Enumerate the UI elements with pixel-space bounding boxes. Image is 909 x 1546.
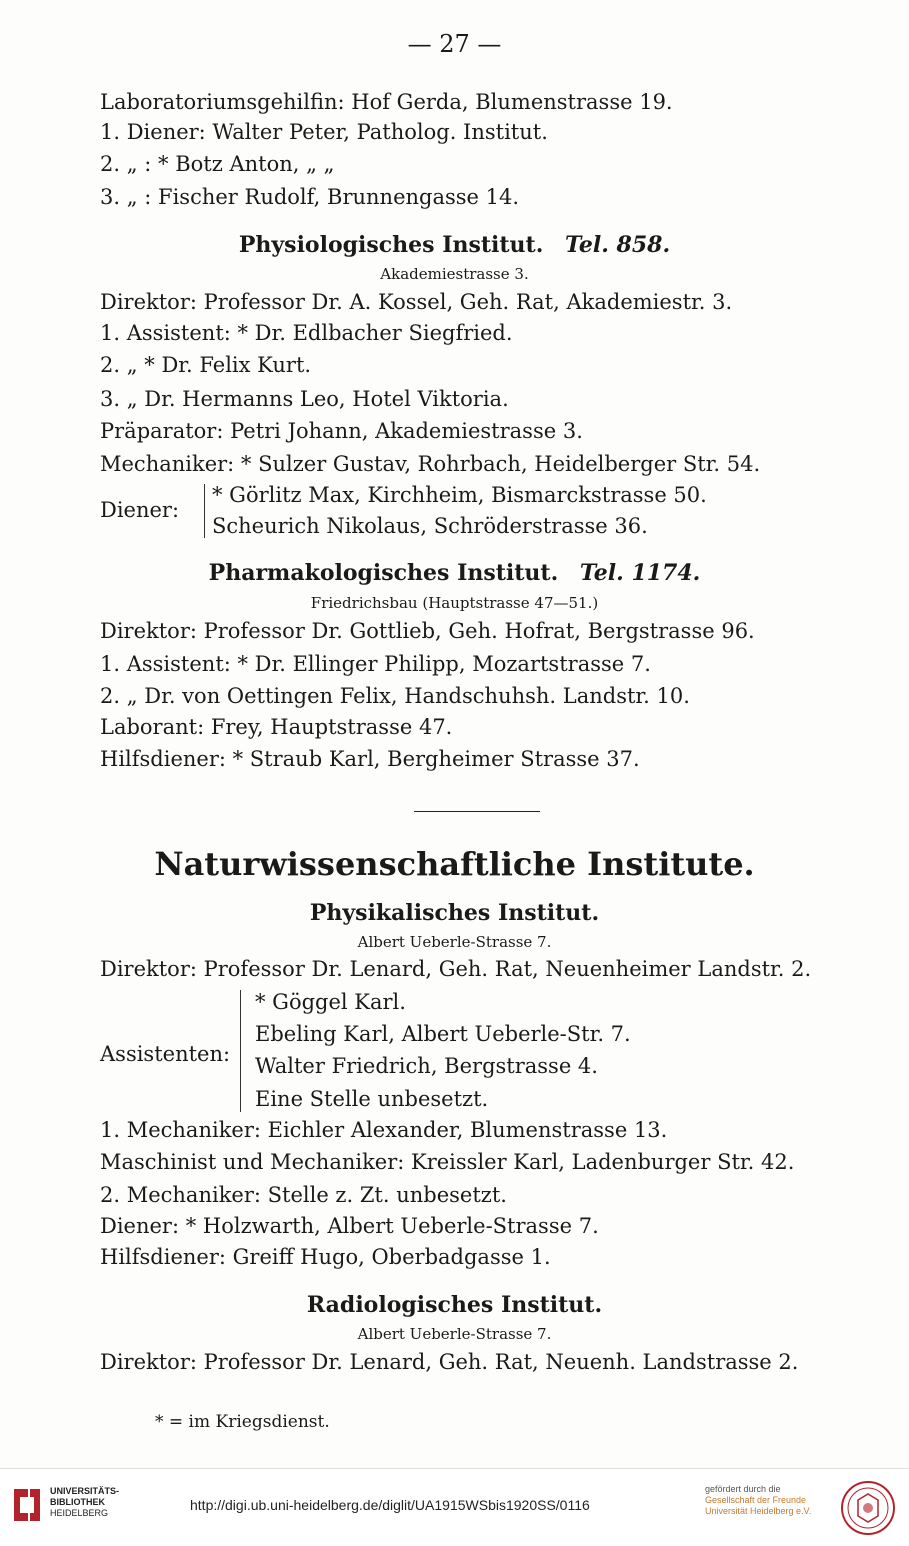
library-name <box>50 1486 119 1519</box>
text-line: 1. Diener: Walter Peter, Patholog. Institut. <box>100 120 548 144</box>
chapter-heading: Naturwissenschaftliche Institute. <box>154 845 755 883</box>
library-logo-icon <box>12 1485 42 1525</box>
sponsor-line: gefördert durch die <box>705 1484 781 1494</box>
text-line: 2. Mechaniker: Stelle z. Zt. unbesetzt. <box>100 1183 507 1207</box>
text-line: Scheurich Nikolaus, Schröderstrasse 36. <box>212 514 648 538</box>
text-line: Walter Friedrich, Bergstrasse 4. <box>255 1054 598 1078</box>
heading-text: Radiologisches Institut. <box>306 1292 603 1318</box>
text-line: 2. „ * Dr. Felix Kurt. <box>100 353 312 377</box>
text-line: 1. Assistent: * Dr. Edlbacher Siegfried. <box>100 321 513 345</box>
text-line: Hilfsdiener: Greiff Hugo, Oberbadgasse 1. <box>100 1245 551 1269</box>
sponsor-line: Gesellschaft der Freunde <box>705 1495 807 1505</box>
heading-text: Physiologisches Institut. <box>238 232 544 258</box>
heading-text: Physikalisches Institut. <box>309 900 600 926</box>
section-heading <box>0 232 909 258</box>
brace-label: Diener: <box>100 498 180 522</box>
text-line: Direktor: Professor Dr. Lenard, Geh. Rat, Neuenh. Landstrasse 2. <box>100 1350 799 1374</box>
section-address: Albert Ueberle-Strasse 7. <box>357 933 552 951</box>
text-line: Ebeling Karl, Albert Ueberle-Str. 7. <box>255 1022 631 1046</box>
section-heading <box>0 560 909 586</box>
text-line: Diener: * Holzwarth, Albert Ueberle-Strasse 7. <box>100 1214 599 1238</box>
text-line: Laborant: Frey, Hauptstrasse 47. <box>100 715 453 739</box>
text-line: Maschinist und Mechaniker: Kreissler Karl, Ladenburger Str. 42. <box>100 1150 795 1174</box>
sponsor-note <box>705 1484 811 1517</box>
text-line: Direktor: Professor Dr. Lenard, Geh. Rat, Neuenheimer Landstr. 2. <box>100 957 812 981</box>
permalink-url[interactable]: http://digi.ub.uni-heidelberg.de/diglit/UA1915WSbis1920SS/0116 <box>190 1497 590 1513</box>
section-address: Friedrichsbau (Hauptstrasse 47—51.) <box>310 594 599 612</box>
text-line: Präparator: Petri Johann, Akademiestrasse 3. <box>100 419 583 443</box>
section-address: Akademiestrasse 3. <box>380 265 529 283</box>
text-line: 3. „ : Fischer Rudolf, Brunnengasse 14. <box>100 185 520 209</box>
section-heading <box>0 900 909 926</box>
library-name-line: UNIVERSITÄTS- <box>50 1486 120 1496</box>
heading-tel: Tel. 858. <box>565 232 671 258</box>
section-address: Albert Ueberle-Strasse 7. <box>357 1325 552 1343</box>
brace-label: Assistenten: <box>100 1042 231 1066</box>
text-line: 3. „ Dr. Hermanns Leo, Hotel Viktoria. <box>100 387 509 411</box>
brace <box>204 484 205 538</box>
section-heading <box>0 1292 909 1318</box>
text-line: Direktor: Professor Dr. A. Kossel, Geh. Rat, Akademiestr. 3. <box>100 290 733 314</box>
brace <box>240 990 241 1112</box>
library-name-line: BIBLIOTHEK <box>50 1497 105 1507</box>
text-line: Direktor: Professor Dr. Gottlieb, Geh. Hofrat, Bergstrasse 96. <box>100 619 755 643</box>
text-line: 1. Mechaniker: Eichler Alexander, Blumenstrasse 13. <box>100 1118 668 1142</box>
text-line: * Görlitz Max, Kirchheim, Bismarckstrasse 50. <box>212 483 707 507</box>
university-seal-icon <box>840 1480 896 1536</box>
heading-tel: Tel. 1174. <box>579 560 701 586</box>
library-name-line: HEIDELBERG <box>50 1508 109 1518</box>
text-line: Hilfsdiener: * Straub Karl, Bergheimer Strasse 37. <box>100 747 640 771</box>
text-line: Laboratoriumsgehilfin: Hof Gerda, Blumenstrasse 19. <box>100 90 673 114</box>
text-line: 2. „ Dr. von Oettingen Felix, Handschuhsh. Landstr. 10. <box>100 684 690 708</box>
heading-text: Pharmakologisches Institut. <box>208 560 559 586</box>
text-line: 2. „ : * Botz Anton, „ „ <box>100 152 335 176</box>
sponsor-line: Universität Heidelberg e.V. <box>705 1506 812 1516</box>
section-divider <box>414 811 540 812</box>
footnote: * = im Kriegsdienst. <box>155 1412 330 1432</box>
text-line: 1. Assistent: * Dr. Ellinger Philipp, Mozartstrasse 7. <box>100 652 651 676</box>
page-number: — 27 — <box>407 30 502 58</box>
text-line: Eine Stelle unbesetzt. <box>255 1087 489 1111</box>
text-line: * Göggel Karl. <box>255 990 406 1014</box>
text-line: Mechaniker: * Sulzer Gustav, Rohrbach, Heidelberger Str. 54. <box>100 452 761 476</box>
